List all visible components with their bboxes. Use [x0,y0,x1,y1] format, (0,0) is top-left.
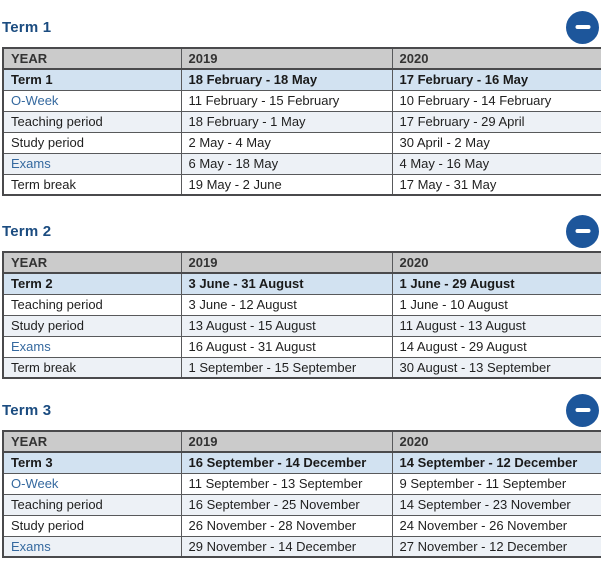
date-range-2019: 18 February - 18 May [181,69,392,90]
row-label: Study period [3,315,181,336]
date-range-2020: 17 February - 16 May [392,69,601,90]
exams-link[interactable]: Exams [11,156,51,171]
date-range-2019: 19 May - 2 June [181,174,392,195]
term-2-header [2,214,601,248]
table-row [3,515,601,536]
term-1-title: Term 1 [2,18,52,36]
table-row [3,536,601,557]
date-range-2020: 17 February - 29 April [392,111,601,132]
date-range-2019: 11 February - 15 February [181,90,392,111]
row-label-cell [3,336,181,357]
year-column-header: YEAR [3,431,181,452]
date-range-2019: 16 September - 25 November [181,494,392,515]
table-row [3,473,601,494]
row-label: Term break [3,174,181,195]
table-row [3,153,601,174]
date-range-2019: 29 November - 14 December [181,536,392,557]
table-row [3,294,601,315]
date-range-2020: 24 November - 26 November [392,515,601,536]
row-label: Term 3 [3,452,181,473]
date-range-2019: 3 June - 31 August [181,273,392,294]
term-3-dates-table [2,430,601,558]
row-label-cell [3,90,181,111]
row-label: Teaching period [3,494,181,515]
date-range-2019: 11 September - 13 September [181,473,392,494]
term-3-header [2,393,601,427]
date-range-2019: 3 June - 12 August [181,294,392,315]
term-3-collapse-button[interactable] [566,394,599,427]
date-range-2020: 9 September - 11 September [392,473,601,494]
exams-link[interactable]: Exams [11,339,51,354]
year-column-header: YEAR [3,252,181,273]
row-label: Term 1 [3,69,181,90]
col-2020-header: 2020 [392,431,601,452]
date-range-2019: 1 September - 15 September [181,357,392,378]
o-week-link[interactable]: O-Week [11,476,59,491]
table-row [3,111,601,132]
table-header-row [3,48,601,69]
table-row [3,357,601,378]
row-label: Teaching period [3,111,181,132]
table-row [3,90,601,111]
date-range-2020: 4 May - 16 May [392,153,601,174]
exams-link[interactable]: Exams [11,538,51,554]
row-label: Term break [3,357,181,378]
row-label-cell [3,473,181,494]
date-range-2020: 14 September - 23 November [392,494,601,515]
term-2-collapse-button[interactable] [566,215,599,248]
col-2020-header: 2020 [392,48,601,69]
date-range-2020: 30 August - 13 September [392,357,601,378]
date-range-2019: 16 August - 31 August [181,336,392,357]
col-2019-header: 2019 [181,252,392,273]
term-2-dates-table [2,251,601,379]
minus-icon [575,229,590,233]
term-summary-row [3,452,601,473]
date-range-2020: 30 April - 2 May [392,132,601,153]
table-header-row [3,252,601,273]
date-range-2020: 14 August - 29 August [392,336,601,357]
o-week-link[interactable]: O-Week [11,93,59,108]
term-summary-row [3,273,601,294]
term-3-title: Term 3 [2,401,52,419]
date-range-2020: 27 November - 12 December [392,536,601,557]
year-column-header: YEAR [3,48,181,69]
date-range-2020: 17 May - 31 May [392,174,601,195]
date-range-2019: 2 May - 4 May [181,132,392,153]
table-header-row [3,431,601,452]
col-2020-header: 2020 [392,252,601,273]
date-range-2020: 10 February - 14 February [392,90,601,111]
term-1-header [2,10,601,44]
table-row [3,174,601,195]
date-range-2020: 1 June - 10 August [392,294,601,315]
date-range-2020: 14 September - 12 December [392,452,601,473]
date-range-2019: 16 September - 14 December [181,452,392,473]
date-range-2019: 13 August - 15 August [181,315,392,336]
date-range-2019: 6 May - 18 May [181,153,392,174]
term-1-section [2,10,601,196]
col-2019-header: 2019 [181,48,392,69]
term-2-title: Term 2 [2,222,52,240]
minus-icon [575,25,590,29]
row-label: Teaching period [3,294,181,315]
date-range-2019: 18 February - 1 May [181,111,392,132]
date-range-2019: 26 November - 28 November [181,515,392,536]
table-row [3,336,601,357]
row-label-cell [3,536,181,557]
row-label-cell [3,153,181,174]
col-2019-header: 2019 [181,431,392,452]
term-summary-row [3,69,601,90]
date-range-2020: 11 August - 13 August [392,315,601,336]
term-1-collapse-button[interactable] [566,11,599,44]
date-range-2020: 1 June - 29 August [392,273,601,294]
table-row [3,315,601,336]
row-label: Study period [3,132,181,153]
term-3-section [2,393,601,558]
row-label: Study period [3,515,181,536]
term-2-section [2,214,601,379]
table-row [3,494,601,515]
row-label: Term 2 [3,273,181,294]
minus-icon [575,408,590,412]
term-1-dates-table [2,47,601,196]
table-row [3,132,601,153]
